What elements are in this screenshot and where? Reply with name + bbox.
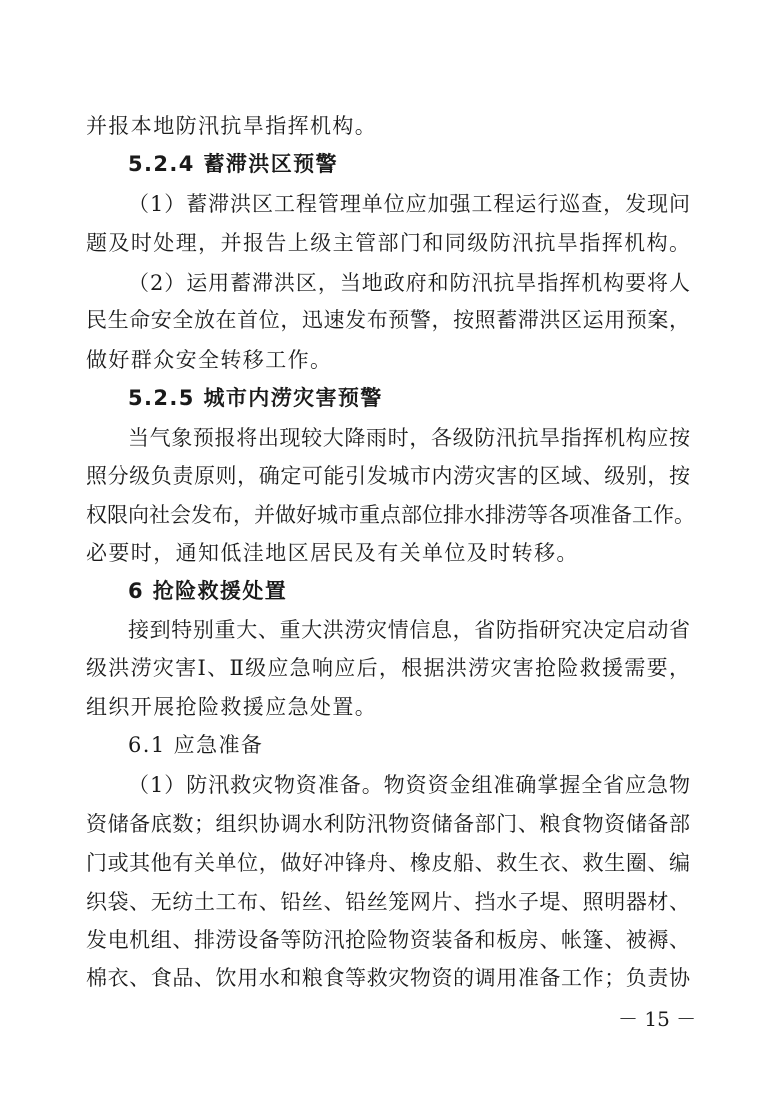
text-line: 并报本地防汛抗旱指挥机构。 [86, 114, 378, 138]
text-line: 必要时，通知低洼地区居民及有关单位及时转移。 [86, 541, 579, 565]
text-line: 当气象预报将出现较大降雨时，各级防汛抗旱指挥机构应按 [128, 426, 690, 450]
text-line: 棉衣、食品、饮用水和粮食等救灾物资的调用准备工作；负责协 [86, 966, 690, 990]
text-line: （1）蓄滞洪区工程管理单位应加强工程运行巡查，发现问 [128, 192, 690, 216]
section-heading-5-2-4: 5.2.4 蓄滞洪区预警 [128, 152, 338, 176]
section-heading-6-1: 6.1 应急准备 [128, 733, 264, 757]
text-line: 民生命安全放在首位，迅速发布预警，按照蓄滞洪区运用预案， [86, 308, 690, 332]
text-line: （1）防汛救灾物资准备。物资资金组准确掌握全省应急物 [128, 773, 690, 797]
text-line: 题及时处理，并报告上级主管部门和同级防汛抗旱指挥机构。 [86, 231, 690, 255]
section-heading-6: 6 抢险救援处置 [128, 579, 288, 603]
text-line: 做好群众安全转移工作。 [86, 348, 333, 372]
text-line: 门或其他有关单位，做好冲锋舟、橡皮船、救生衣、救生圈、编 [86, 851, 690, 875]
text-line: （2）运用蓄滞洪区，当地政府和防汛抗旱指挥机构要将人 [128, 271, 690, 295]
text-line: 权限向社会发布，并做好城市重点部位排水排涝等各项准备工作。 [86, 503, 695, 527]
page-number: － 15 － [618, 1007, 697, 1031]
text-line: 织袋、无纺土工布、铅丝、铅丝笼网片、挡水子堤、照明器材、 [86, 890, 690, 914]
text-line: 发电机组、排涝设备等防汛抢险物资装备和板房、帐篷、被褥、 [86, 928, 690, 952]
section-heading-5-2-5: 5.2.5 城市内涝灾害预警 [128, 386, 383, 410]
text-line: 级洪涝灾害Ⅰ、Ⅱ级应急响应后，根据洪涝灾害抢险救援需要， [86, 656, 690, 680]
text-line: 接到特别重大、重大洪涝灾情信息，省防指研究决定启动省 [128, 618, 690, 642]
text-line: 资储备底数；组织协调水利防汛物资储备部门、粮食物资储备部 [86, 812, 690, 836]
text-line: 照分级负责原则，确定可能引发城市内涝灾害的区域、级别，按 [86, 464, 690, 488]
text-line: 组织开展抢险救援应急处置。 [86, 695, 378, 719]
